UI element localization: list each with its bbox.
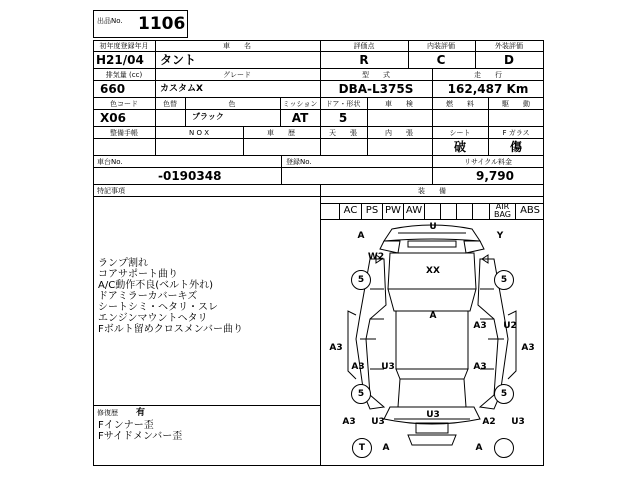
rule [432, 68, 433, 97]
rule [93, 126, 544, 127]
note-line: ランプ割れ [98, 258, 148, 269]
manual-label: 整備手帳 [110, 129, 138, 137]
equipment-cell [473, 203, 490, 219]
glass-label: F ガラス [502, 129, 530, 137]
equipment-cell [457, 203, 473, 219]
mark-right-rear: A3 [473, 362, 487, 372]
interior-label: 内装評価 [427, 42, 455, 50]
rule [93, 167, 544, 168]
spare-tire: T [352, 438, 372, 458]
mark-left-door-a: A3 [351, 362, 365, 372]
rule [320, 68, 321, 97]
displacement-label: 排気量 (cc) [105, 71, 143, 79]
rule [281, 155, 282, 184]
note-line: エンジンマウントヘタリ [98, 313, 208, 324]
year-value: H21/04 [96, 53, 144, 67]
rule [367, 97, 368, 126]
seat-label: シート [449, 129, 471, 137]
fuel-label: 燃 料 [446, 100, 474, 108]
rule [93, 109, 544, 110]
year-label: 初年度登録年月 [99, 42, 149, 50]
equipment-cell: AIR BAG [490, 203, 516, 219]
mission-value: AT [291, 111, 309, 125]
drive-label: 駆 動 [502, 100, 530, 108]
rule [93, 138, 544, 139]
chassis-value: -0190348 [158, 169, 222, 183]
interior-panel-label: 内 張 [385, 129, 413, 137]
color-code-label: 色コード [110, 100, 138, 108]
rule [93, 405, 320, 406]
model-label: 型 式 [362, 71, 390, 79]
equipment-cell [441, 203, 457, 219]
rule [488, 126, 489, 155]
exterior-value: D [504, 53, 514, 67]
rule [155, 126, 156, 155]
rule [475, 40, 476, 68]
lot-number: 1106 [138, 14, 186, 34]
rule [367, 126, 368, 155]
grade-value: カスタムX [160, 84, 203, 94]
mark-hood: XX [426, 266, 440, 276]
rule [93, 196, 544, 197]
mark-rear-a2: A [475, 443, 483, 453]
mileage-value: 162,487 Km [447, 82, 529, 96]
reg-label: 登録No. [286, 158, 312, 166]
mark-rear-right-u: U3 [511, 417, 525, 427]
note-line: Fボルト留めクロスメンバー曲り [98, 324, 244, 335]
equipment-cell [320, 203, 340, 219]
rule [320, 97, 321, 126]
nox-label: N O X [189, 129, 209, 137]
rule [93, 80, 544, 81]
mark-rear-panel: U3 [426, 410, 440, 420]
rear-right-circle [494, 438, 514, 458]
rule [93, 184, 544, 185]
mark-rear-a1: A [382, 443, 390, 453]
color-type-label: 色替 [163, 100, 177, 108]
mileage-label: 走 行 [474, 71, 502, 79]
equipment-cell: AC [340, 203, 362, 219]
tire-rear-right: 5 [494, 384, 514, 404]
note-line: ドアミラーカバーキズ [98, 291, 198, 302]
repair-line: Fインナー歪 [98, 420, 154, 431]
displacement-value: 660 [100, 82, 126, 96]
repair-label: 修復歴 [97, 409, 118, 417]
rule [93, 68, 544, 69]
note-line: シートシミ・ヘタリ・スレ [98, 302, 218, 313]
car-damage-diagram [320, 219, 544, 466]
door-value: 5 [338, 111, 348, 125]
mark-front-center: U [429, 222, 437, 232]
mark-left-door-u: U3 [381, 362, 395, 372]
color-value: ブラック [192, 112, 224, 121]
score-label: 評価点 [353, 42, 375, 50]
door-label: ドア・形状 [325, 100, 361, 108]
recycle-label: リサイクル料金 [463, 158, 513, 166]
rule [155, 68, 156, 97]
glass-value: 傷 [509, 140, 523, 154]
rule [93, 97, 544, 98]
chassis-label: 車台No. [97, 158, 123, 166]
grade-label: グレード [223, 71, 251, 79]
mark-left-rear-u: U3 [371, 417, 385, 427]
history-label: 車 歴 [267, 129, 295, 137]
rule [320, 126, 321, 155]
color-label: 色 [228, 100, 236, 108]
score-value: R [359, 53, 369, 67]
rule [432, 126, 433, 155]
rule [320, 40, 321, 68]
note-line: A/C動作不良(ベルト外れ) [98, 280, 213, 291]
equipment-cell [425, 203, 441, 219]
interior-value: C [436, 53, 446, 67]
rule [280, 97, 281, 126]
tire-front-right: 5 [494, 270, 514, 290]
rule [93, 51, 544, 52]
name-label: 車 名 [223, 42, 251, 50]
mark-right-door-a: A3 [473, 321, 487, 331]
recycle-value: 9,790 [476, 169, 514, 183]
note-line: コアサポート曲り [98, 269, 178, 280]
rule [185, 97, 186, 126]
rule [408, 40, 409, 68]
mission-label: ミッション [282, 100, 318, 108]
tire-front-left: 5 [351, 270, 371, 290]
mark-right-side: A3 [521, 343, 535, 353]
mark-windshield: A [429, 311, 437, 321]
rule [243, 126, 244, 155]
rule [93, 155, 544, 156]
rule [432, 97, 433, 126]
mark-right-door-u: U2 [503, 321, 517, 331]
mark-left-fender: A3 [329, 343, 343, 353]
exterior-label: 外装評価 [495, 42, 523, 50]
equipment-cell: PW [383, 203, 404, 219]
tire-rear-left: 5 [351, 384, 371, 404]
equipment-cell: ABS [520, 205, 540, 216]
mark-left-rear-a: A3 [342, 417, 356, 427]
mark-w2: W2 [367, 252, 385, 262]
roof-label: 天 張 [329, 129, 357, 137]
repair-value: 有 [136, 408, 146, 418]
equipment-label: 装 備 [418, 187, 446, 195]
mark-front-right: Y [496, 231, 504, 241]
mark-front-left: A [357, 231, 365, 241]
name-value: タント [160, 53, 197, 67]
lot-label: 出品No. [97, 17, 123, 25]
equipment-cell: PS [362, 203, 383, 219]
rule [155, 97, 156, 126]
seat-value: 破 [453, 140, 467, 154]
rule [488, 97, 489, 126]
rule [155, 40, 156, 68]
inspection-label: 車 検 [385, 100, 413, 108]
notes-label: 特記事項 [97, 187, 125, 195]
mark-rear-right-a: A2 [482, 417, 496, 427]
model-value: DBA-L375S [338, 82, 414, 96]
rule [432, 155, 433, 184]
equipment-cell: AW [404, 203, 425, 219]
repair-line: Fサイドメンバー歪 [98, 431, 183, 442]
color-code-value: X06 [100, 111, 126, 125]
